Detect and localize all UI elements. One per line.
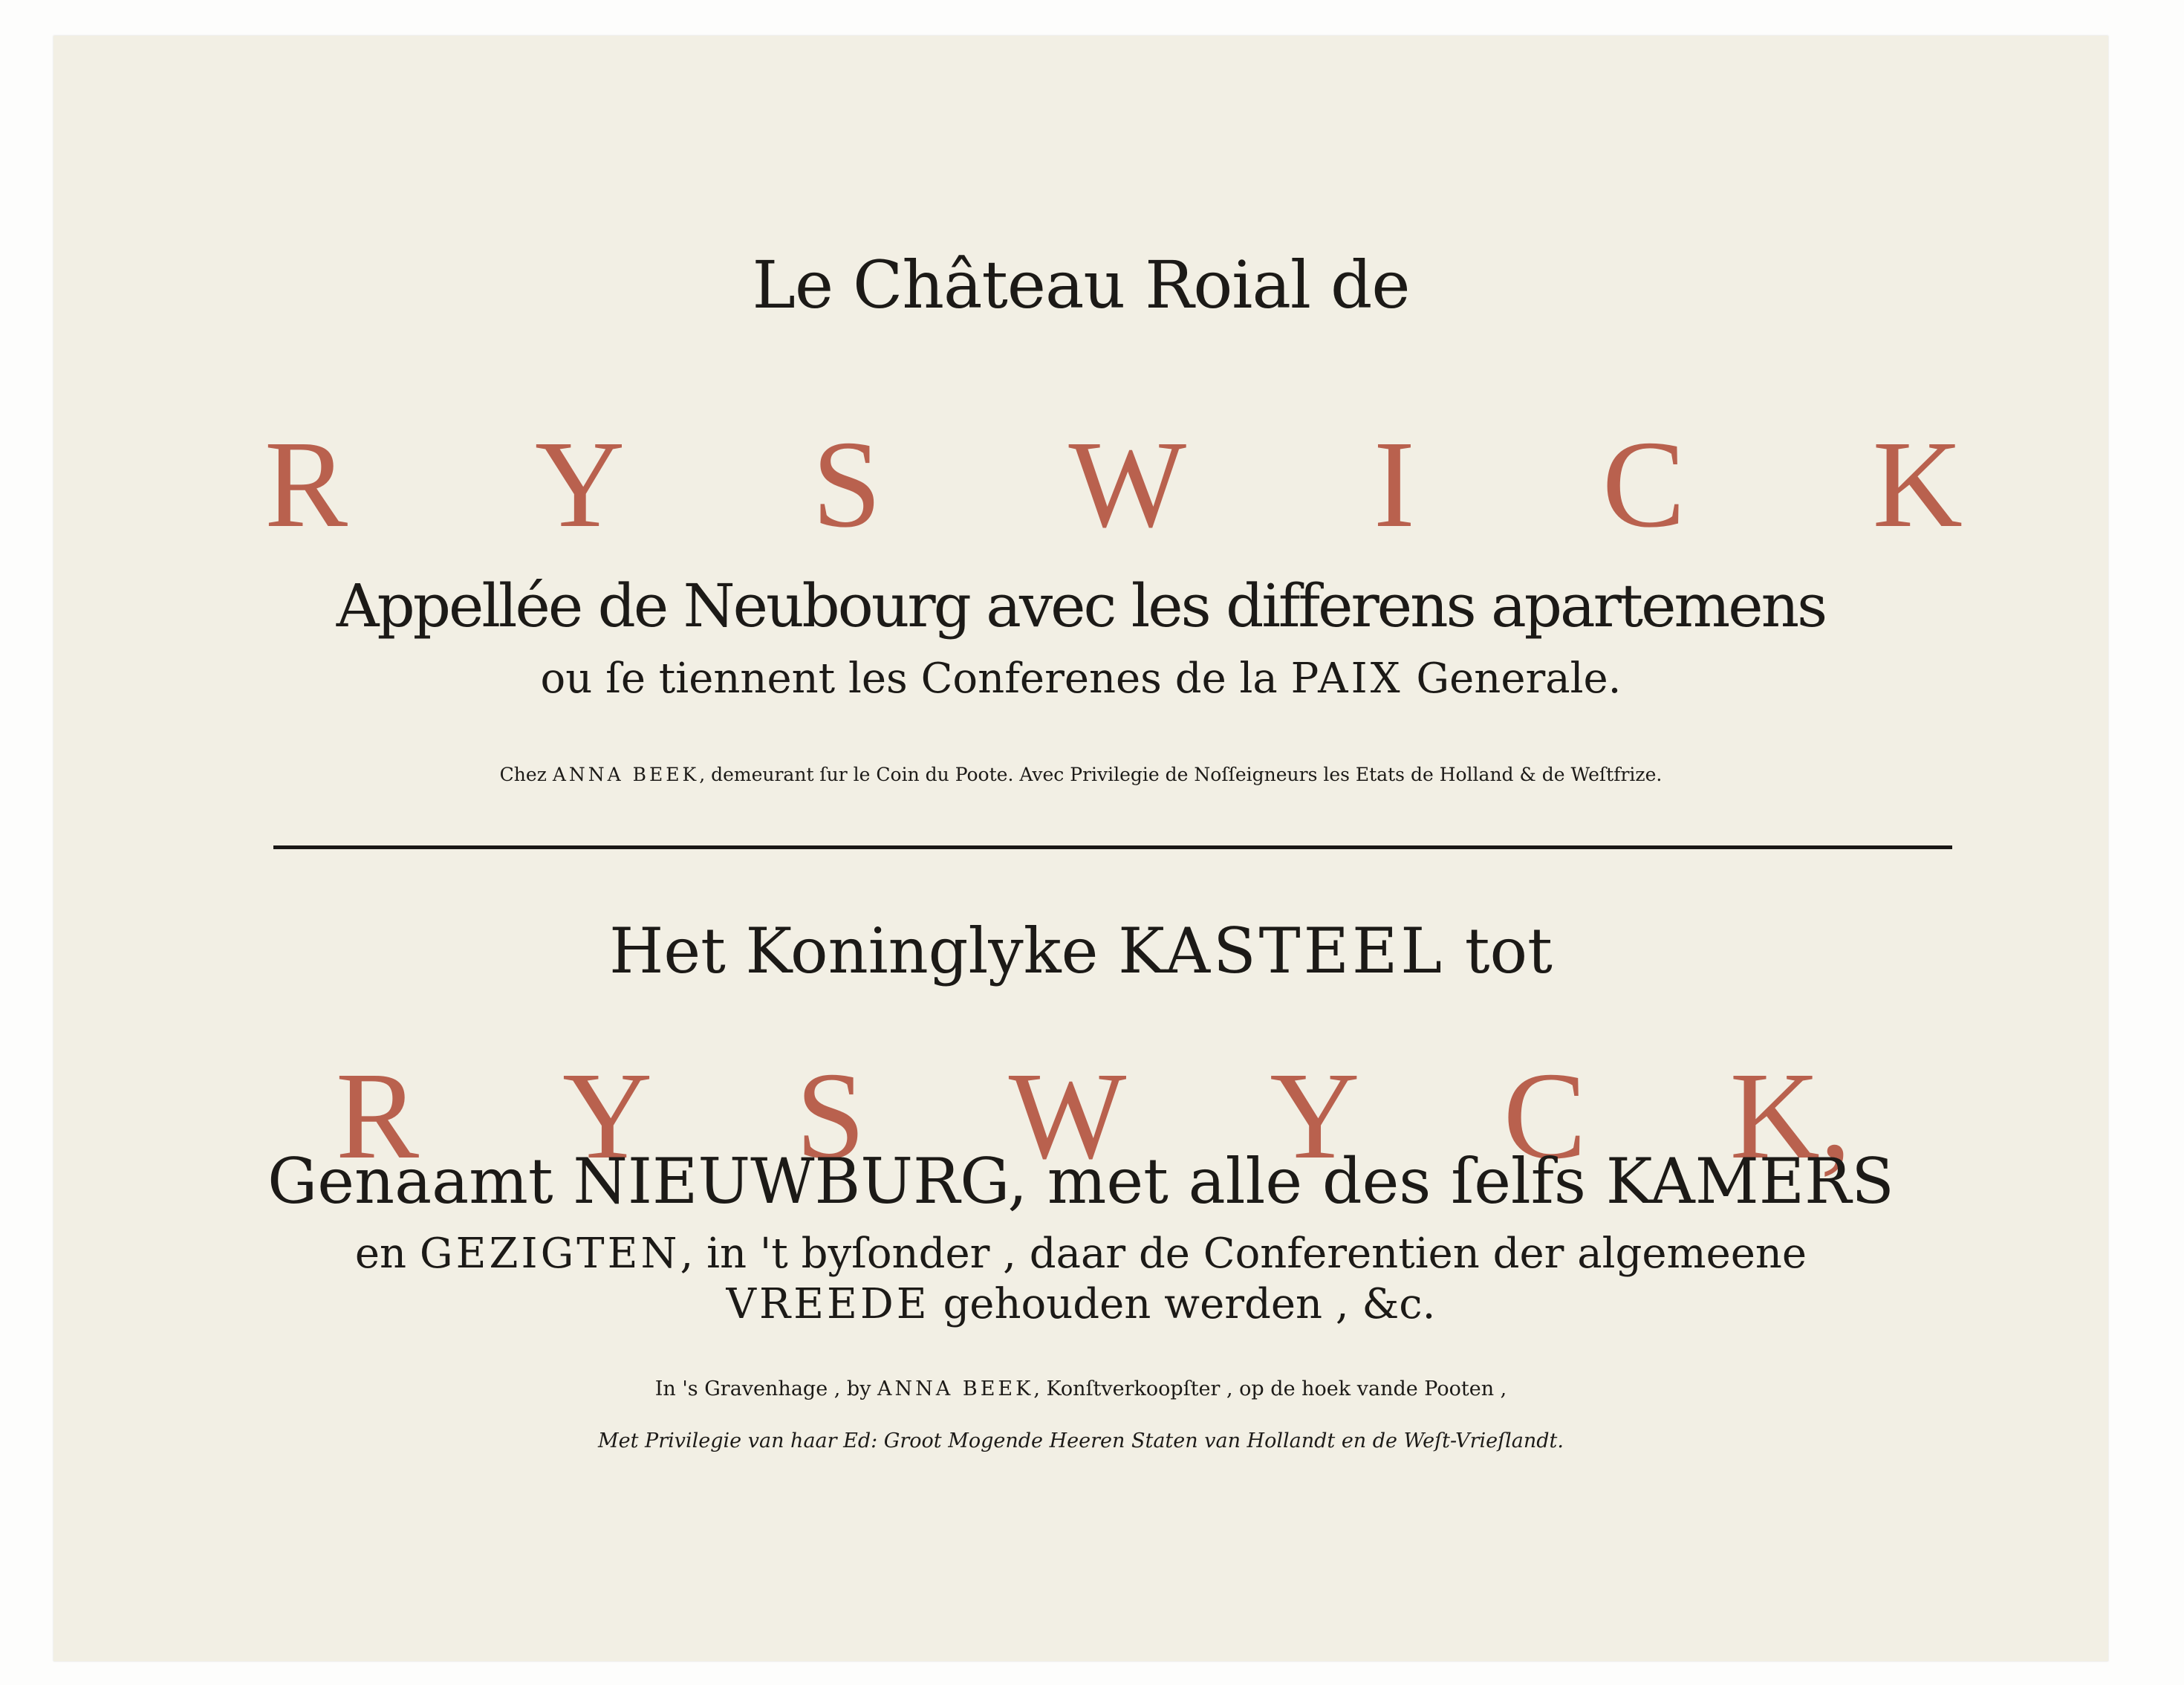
french-imprint xyxy=(53,765,2108,784)
text-run: tot xyxy=(1445,915,1553,987)
dutch-subtitle-line-2 xyxy=(53,1230,2108,1278)
text-run-caps: VREEDE xyxy=(726,1280,930,1328)
letter: R xyxy=(336,1047,420,1185)
dutch-imprint xyxy=(53,1379,2108,1399)
text-run: en xyxy=(354,1230,420,1278)
dutch-subtitle-line-1 xyxy=(53,1145,2108,1218)
letter: Y xyxy=(562,1047,653,1185)
text-run: , in 't byſonder , daar de Conferentien der algemeene xyxy=(680,1230,1807,1278)
text-run: Generale. xyxy=(1403,655,1622,703)
text-run: , Konſtverkoopſter , op de hoek vande Pooten , xyxy=(1033,1377,1507,1400)
text-run-caps: ANNA BEEK xyxy=(552,764,700,785)
letter: S xyxy=(812,415,882,553)
text-run-caps: PAIX xyxy=(1290,655,1403,703)
text-run: Chez xyxy=(499,764,553,785)
text-run-caps: ANNA BEEK xyxy=(877,1377,1034,1400)
dutch-title xyxy=(53,915,2108,987)
printed-sheet xyxy=(53,36,2108,1661)
text-run: In 's Gravenhage , by xyxy=(654,1377,878,1400)
letter: S xyxy=(796,1047,865,1185)
dutch-privilege-line: Met Privilegie van haar Ed: Groot Mogende Heeren Staten van Hollandt en de Weſt-Vrieſlandt. xyxy=(597,1429,1564,1452)
text-run: ou ſe tiennent les Conferenes de la xyxy=(540,655,1291,703)
text-run: Genaamt xyxy=(267,1145,573,1218)
letter: K xyxy=(1872,415,1963,553)
text-run-caps: GEZIGTEN xyxy=(419,1230,680,1278)
letter: Y xyxy=(534,415,625,553)
divider-rule xyxy=(273,845,1952,849)
letter: K, xyxy=(1729,1047,1851,1185)
letter: R xyxy=(264,415,348,553)
french-title: Le Château Roial de xyxy=(752,247,1410,323)
french-subtitle-line-2 xyxy=(53,655,2108,703)
text-run: , met alle des ſelfs xyxy=(1007,1145,1606,1218)
french-place-name xyxy=(264,415,1963,553)
letter: I xyxy=(1373,415,1415,553)
letter: W xyxy=(1068,415,1187,553)
letter: W xyxy=(1008,1047,1127,1185)
text-run-caps: KAMERS xyxy=(1605,1145,1894,1218)
text-run: , demeurant ſur le Coin du Poote. Avec Privilegie de Noſſeigneurs les Etats de Holland & de Weſtfrize. xyxy=(699,764,1663,785)
letter: C xyxy=(1602,415,1686,553)
letter: Y xyxy=(1270,1047,1360,1185)
letter: C xyxy=(1503,1047,1587,1185)
text-run: Het Koninglyke xyxy=(609,915,1119,987)
text-run-caps: NIEUWBURG xyxy=(573,1145,1008,1218)
dutch-subtitle-line-3 xyxy=(53,1280,2108,1328)
french-subtitle-line-1: Appellée de Neubourg avec les differens apartemens xyxy=(336,571,1826,640)
text-run: gehouden werden , &c. xyxy=(929,1280,1436,1328)
text-run-caps: KASTEEL xyxy=(1118,915,1446,987)
